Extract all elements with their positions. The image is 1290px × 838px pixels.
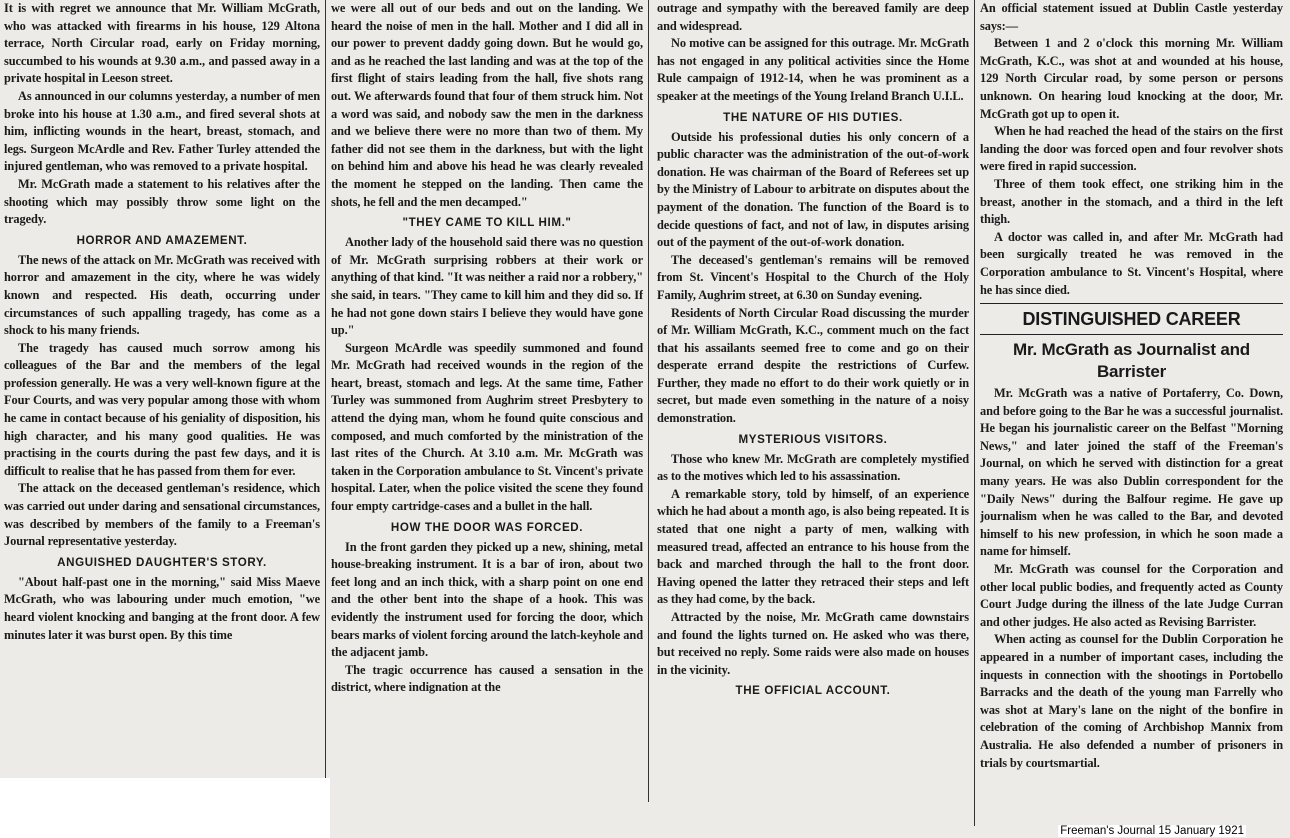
paragraph: An official statement issued at Dublin Castle yesterday says:— [980,1,1283,33]
paragraph: Mr. McGrath was counsel for the Corporation and other local public bodies, and frequently acted as County Court Judge during the illness of the late Judge Curran and other judges. He also acted as Revising Barrister. [980,562,1283,629]
paragraph: A remarkable story, told by himself, of an experience which he had about a month ago, is also being repeated. It is stated that one night a party of men, walking with measured tread, affected an entrance to his house from the back and marched through the hall to the front door. Having opened the latter they retraced their steps and left as they had come, by the back. [657,486,969,607]
subheading: HORROR AND AMAZEMENT. [76,233,248,247]
subheading: "THEY CAME TO KILL HIM." [402,216,572,230]
paragraph: In the front garden they picked up a new, shining, metal house-breaking instrument. It is a bar of iron, about two feet long and an inch thick, with a sharp point on one end and the other bent into the shape of a hook. This was evidently the instrument used for forcing the door, which bears marks of violent forcing around the latch-keyhole and the adjacent jamb. [331,539,643,660]
subheading: HOW THE DOOR WAS FORCED. [390,520,584,534]
paragraph: Those who knew Mr. McGrath are completely mystified as to the motives which led to his assassination. [657,451,969,484]
paragraph: As announced in our columns yesterday, a number of men broke into his house at 1.30 a.m., and fired several shots at him, inflicting wounds in the heart, breast, stomach, and legs. Surgeon McArdle and Rev. Father Turley attended the injured gentleman, who was removed to a private hospital. [4,88,320,174]
paragraph: we were all out of our beds and out on the landing. We heard the noise of men in the hall. Mother and I did all in our power to prevent daddy going down. But he would go, and as he reached the last landing and was at the top of the first flight of stairs leading from the hall, five shots rang out. We afterwards found that four of them struck him. Not a word was said, and nobody saw the men in the darkness and we believe there were no more than two of them. My father did not see them in the darkness, but with the light on behind him and above his head he was clearly revealed the moment he stepped on the landing. Then came the shots, he fell and the men decamped." [331,1,643,209]
paragraph: A doctor was called in, and after Mr. McGrath had been surgically treated he was removed in the Corporation ambulance to St. Vincent's Hospital, where he has since died. [980,229,1283,297]
article-column-4 [980,0,1283,826]
article-column-1 [4,0,320,778]
section-rule [980,303,1283,304]
column-divider [974,0,975,826]
section-subheading: Mr. McGrath as Journalist and Barrister [1013,340,1250,382]
paragraph: Surgeon McArdle was speedily summoned and found Mr. McGrath had received wounds in the region of the heart, breast, stomach and legs. At the same time, Father Turley was summoned from Aughrim street Presbytery to attend the dying man, whom he found quite conscious and composed, and much comforted by the ministration of the last rites of the Church. At 3.10 a.m. Mr. McGrath was taken in the Corporation ambulance to St. Vincent's private hospital. Later, when the police visited the scene they found four empty cartridge-cases and a bullet in the hall. [331,340,643,514]
blank-area [0,778,330,838]
paragraph: Another lady of the household said there was no question of Mr. McGrath surprising robbers at their work or anything of that kind. "It was neither a raid nor a robbery," she said, in tears. "They came to kill him and they did so. If he had not gone down stairs I believe they would have gone up." [331,235,643,338]
article-column-3 [657,0,969,798]
paragraph: The news of the attack on Mr. McGrath was received with horror and amazement in the city, where he was widely known and respected. His death, occurring under circumstances of such appalling tragedy, has come as a shock to his many friends. [4,252,320,338]
section-heading: DISTINGUISHED CAREER [1022,309,1241,330]
paragraph: The tragedy has caused much sorrow among his colleagues of the Bar and the members of the legal profession generally. He was a very well-known figure at the Four Courts, and was very popular among those with whom he came in contact because of his geniality of disposition, his high character, and his many good qualities. He was practising in the courts during the past few days, and it is difficult to realise that he has passed from them for ever. [4,340,320,478]
paragraph: Three of them took effect, one striking him in the breast, another in the stomach, and a third in the left thigh. [980,176,1283,227]
subheading: THE OFFICIAL ACCOUNT. [735,684,891,698]
paragraph: Mr. McGrath was a native of Portaferry, Co. Down, and before going to the Bar he was a successful journalist. He began his journalistic career on the Belfast "Morning News," and later joined the staff of the Freeman's Journal, on which he served with distinction for a great many years. He was also Dublin correspondent for the "Daily News" during the Balfour regime. He gave up journalism when he was called to the Bar, and devoted himself to his new profession, in which he soon made a name for himself. [980,386,1283,559]
section-rule [980,334,1283,335]
subheading: ANGUISHED DAUGHTER'S STORY. [57,555,267,569]
paragraph: Between 1 and 2 o'clock this morning Mr. William McGrath, K.C., was shot at and wounded at his house, 129 North Circular road, by some person or persons unknown. On hearing loud knocking at the door, Mr. McGrath got up to open it. [980,36,1283,121]
paragraph: Mr. McGrath made a statement to his relatives after the shooting which may possibly throw some light on the tragedy. [4,176,320,227]
paragraph: When acting as counsel for the Dublin Corporation he appeared in a number of important cases, including the inquests in connection with the shootings in Portobello Barracks and the death of the young man Farrelly who was shot at Mary's lane on the night of the bonfire in celebration of the coming of Archbishop Mannix from Australia. He also defended a number of prisoners in trials by courtsmartial. [980,632,1283,770]
paragraph: The attack on the deceased gentleman's residence, which was carried out under daring and sensational circumstances, was described by members of the family to a Freeman's Journal representative yesterday. [4,481,320,549]
column-divider [325,0,326,800]
paragraph: When he had reached the head of the stairs on the first landing the door was forced open and four revolver shots were fired in rapid succession. [980,124,1283,174]
subheading: MYSTERIOUS VISITORS. [738,432,888,446]
paragraph: The deceased's gentleman's remains will be removed from St. Vincent's Hospital to the Church of the Holy Family, Aughrim street, at 6.30 on Sunday evening. [657,252,969,302]
paragraph: No motive can be assigned for this outrage. Mr. McGrath has not engaged in any political activities since the Home Rule campaign of 1912-14, when he was prominent as a speaker at the meetings of the Young Ireland Branch U.I.L. [657,36,969,103]
paragraph: It is with regret we announce that Mr. William McGrath, who was attacked with firearms in his house, 129 Altona terrace, North Circular road, early on Friday morning, succumbed to his wounds at 9.30 a.m., and passed away in a private hospital in Leeson street. [4,1,320,86]
paragraph: outrage and sympathy with the bereaved family are deep and widespread. [657,1,969,33]
subheading: THE NATURE OF HIS DUTIES. [723,110,903,124]
column-divider [648,0,649,802]
paragraph: "About half-past one in the morning," said Miss Maeve McGrath, who was labouring under much emotion, "we heard violent knocking and banging at the front door. A few minutes later it was burst open. By this time [4,574,320,642]
article-column-2 [331,0,643,800]
paragraph: Residents of North Circular Road discussing the murder of Mr. William McGrath, K.C., comment much on the fact that his assailants seemed free to come and go on their desperate errand despite the restrictions of Curfew. Further, they made no effort to do their work quietly or in secret, but made even something in the nature of a noisy demonstration. [657,305,969,426]
paragraph: Outside his professional duties his only concern of a public character was the administration of the out-of-work donation. He was chairman of the Board of Referees set up by the Ministry of Labour to arbitrate on disputes about the payment of the donation. The function of the Board is to decide questions of fact, and not of law, in disputes arising out of the payment of the out-of-work donation. [657,129,969,250]
paragraph: The tragic occurrence has caused a sensation in the district, where indignation at the [331,662,643,695]
source-caption: Freeman's Journal 15 January 1921 [1060,825,1244,837]
paragraph: Attracted by the noise, Mr. McGrath came downstairs and found the lights turned on. He asked who was there, but received no reply. Some raids were also made on houses in the vicinity. [657,610,969,677]
